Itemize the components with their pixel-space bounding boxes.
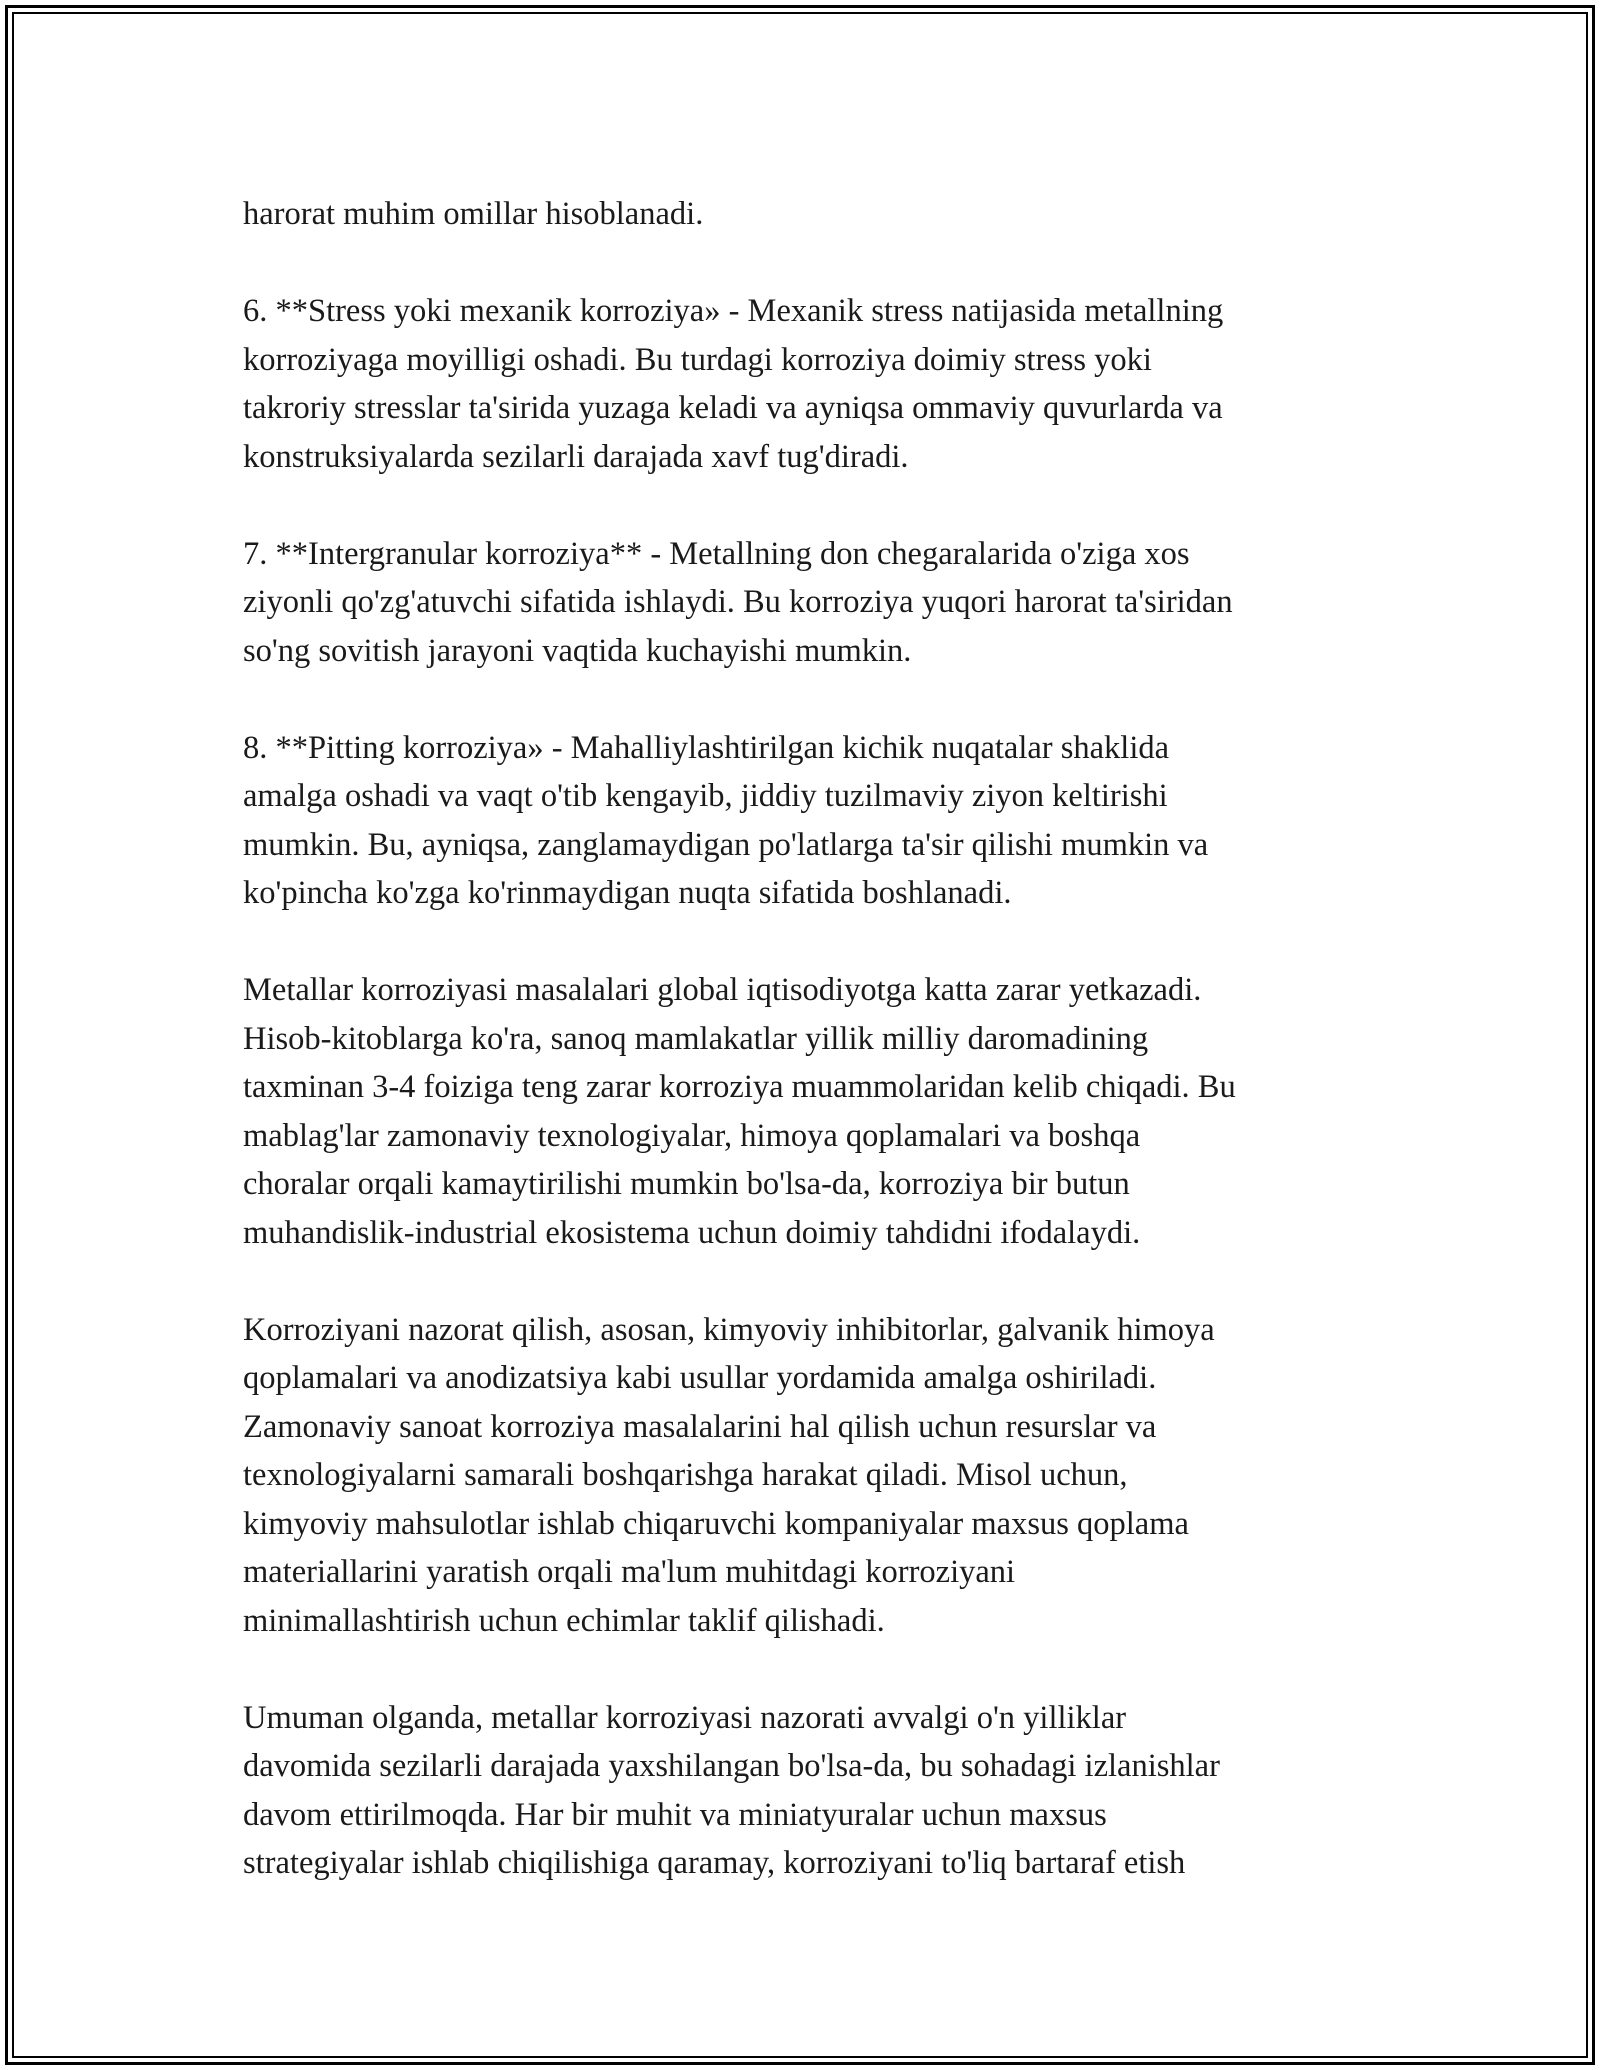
text-line: mumkin. Bu, ayniqsa, zanglamaydigan po'latlarga ta'sir qilishi mumkin va <box>243 826 1209 863</box>
text-line: qoplamalari va anodizatsiya kabi usullar yordamida amalga oshiriladi. <box>243 1360 1157 1396</box>
text-line: minimallashtirish uchun echimlar taklif qilishadi. <box>243 1602 885 1639</box>
text-line: texnologiyalarni samarali boshqarishga harakat qiladi. Misol uchun, <box>243 1457 1128 1493</box>
paragraph <box>243 1694 1373 1888</box>
text-line: so'ng sovitish jarayoni vaqtida kuchayishi mumkin. <box>243 632 912 669</box>
text-line: mablag'lar zamonaviy texnologiyalar, himoya qoplamalari va boshqa <box>243 1117 1141 1154</box>
text-line: davomida sezilarli darajada yaxshilangan bo'lsa-da, bu sohadagi izlanishlar <box>243 1748 1220 1784</box>
paragraph <box>243 966 1373 1257</box>
paragraph <box>243 287 1373 481</box>
text-line: konstruksiyalarda sezilarli darajada xavf tug'diradi. <box>243 438 909 475</box>
text-line: davom ettirilmoqda. Har bir muhit va miniatyuralar uchun maxsus <box>243 1796 1107 1833</box>
page-frame <box>5 5 1595 2065</box>
text-line: Korroziyani nazorat qilish, asosan, kimyoviy inhibitorlar, galvanik himoya <box>243 1311 1215 1348</box>
text-line: strategiyalar ishlab chiqilishiga qaramay, korroziyani to'liq bartaraf etish <box>243 1845 1186 1881</box>
text-line: Zamonaviy sanoat korroziya masalalarini hal qilish uchun resurslar va <box>243 1408 1157 1445</box>
text-line: muhandislik-industrial ekosistema uchun doimiy tahdidni ifodalaydi. <box>243 1214 1141 1251</box>
text-line: korroziyaga moyilligi oshadi. Bu turdagi korroziya doimiy stress yoki <box>243 341 1152 378</box>
text-line: 6. **Stress yoki mexanik korroziya» - Mexanik stress natijasida metallning <box>243 293 1224 329</box>
paragraph <box>243 190 1373 239</box>
text-line: harorat muhim omillar hisoblanadi. <box>243 196 704 232</box>
text-line: Umuman olganda, metallar korroziyasi nazorati avvalgi o'n yilliklar <box>243 1699 1127 1736</box>
text-line: choralar orqali kamaytirilishi mumkin bo'lsa-da, korroziya bir butun <box>243 1166 1130 1202</box>
text-line: Hisob-kitoblarga ko'ra, sanoq mamlakatlar yillik milliy daromadining <box>243 1020 1149 1057</box>
text-line: 7. **Intergranular korroziya** - Metallning don chegaralarida o'ziga xos <box>243 535 1190 572</box>
document-body <box>243 190 1373 1888</box>
paragraph <box>243 1306 1373 1646</box>
paragraph <box>243 530 1373 676</box>
text-line: kimyoviy mahsulotlar ishlab chiqaruvchi kompaniyalar maxsus qoplama <box>243 1505 1189 1542</box>
text-line: taxminan 3-4 foiziga teng zarar korroziya muammolaridan kelib chiqadi. Bu <box>243 1069 1236 1105</box>
text-line: ko'pincha ko'zga ko'rinmaydigan nuqta sifatida boshlanadi. <box>243 875 1012 911</box>
text-line: ziyonli qo'zg'atuvchi sifatida ishlaydi. Bu korroziya yuqori harorat ta'siridan <box>243 584 1233 620</box>
paragraph <box>243 724 1373 918</box>
text-line: Metallar korroziyasi masalalari global iqtisodiyotga katta zarar yetkazadi. <box>243 972 1202 1008</box>
text-line: amalga oshadi va vaqt o'tib kengayib, jiddiy tuzilmaviy ziyon keltirishi <box>243 778 1168 814</box>
text-line: materiallarini yaratish orqali ma'lum muhitdagi korroziyani <box>243 1554 1016 1590</box>
text-line: takroriy stresslar ta'sirida yuzaga keladi va ayniqsa ommaviy quvurlarda va <box>243 390 1223 426</box>
text-line: 8. **Pitting korroziya» - Mahalliylashtirilgan kichik nuqatalar shaklida <box>243 729 1170 766</box>
